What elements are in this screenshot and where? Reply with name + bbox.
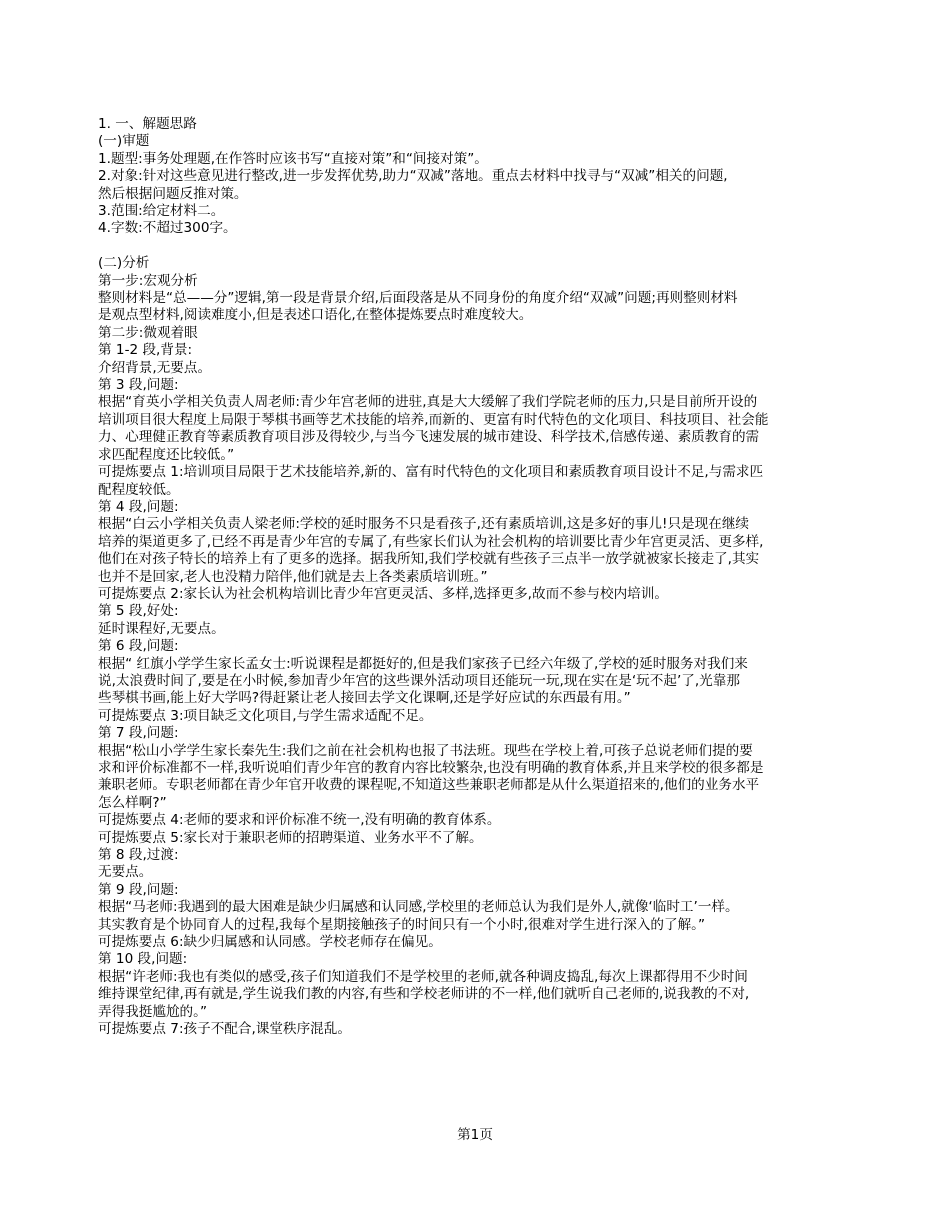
- text-line: 些琴棋书画,能上好大学吗?得赶紧让老人接回去学文化课啊,还是学好应试的东西最有用。”: [98, 690, 631, 707]
- text-line: 4.字数:不超过300字。: [98, 220, 237, 237]
- text-line: 也并不是回家,老人也没精力陪伴,他们就是去上各类素质培训班。”: [98, 568, 488, 585]
- text-line: 第 9 段,问题:: [98, 881, 179, 898]
- text-line: 可提炼要点 4:老师的要求和评价标准不统一,没有明确的教育体系。: [98, 812, 501, 829]
- text-line: 根据“松山小学学生家长秦先生:我们之前在社会机构也报了书法班。现些在学校上着,可孩子总说老师们提的要: [98, 742, 753, 759]
- text-line: 介绍背景,无要点。: [98, 359, 212, 376]
- text-line: 培训项目很大程度上局限于琴棋书画等艺术技能的培养,而新的、更富有时代特色的文化项目、科技项目、社会能: [98, 411, 769, 428]
- text-line: 根据“许老师:我也有类似的感受,孩子们知道我们不是学校里的老师,就各种调皮捣乱,每次上课都得用不少时间: [98, 968, 748, 985]
- text-line: 可提炼要点 3:项目缺乏文化项目,与学生需求适配不足。: [98, 707, 433, 724]
- text-line: 第 7 段,问题:: [98, 725, 179, 742]
- text-line: 求匹配程度还比较低。”: [98, 446, 235, 463]
- text-line: 1.题型:事务处理题,在作答时应该书写“直接对策”和“间接对策”。: [98, 150, 488, 167]
- text-line: 可提炼要点 5:家长对于兼职老师的招聘渠道、业务水平不了解。: [98, 829, 483, 846]
- text-line: 他们在对孩子特长的培养上有了更多的选择。据我所知,我们学校就有些孩子三点半一放学就被家长接走了,其实: [98, 551, 760, 568]
- text-line: 维持课堂纪律,再有就是,学生说我们教的内容,有些和学校老师讲的不一样,他们就听自己老师的,说我教的不对,: [98, 986, 750, 1003]
- text-line: 延时课程好,无要点。: [98, 620, 225, 637]
- text-line: 3.范围:给定材料二。: [98, 203, 225, 220]
- text-line: 弄得我挺尴尬的。”: [98, 1003, 207, 1020]
- page-number: 第1页: [457, 1127, 493, 1143]
- text-line: 根据“ 红旗小学学生家长孟女士:听说课程是都挺好的,但是我们家孩子已经六年级了,学校的延时服务对我们来: [98, 655, 748, 672]
- text-line: (一)审题: [98, 133, 150, 150]
- text-line: 第 6 段,问题:: [98, 638, 179, 655]
- text-line: 第 8 段,过渡:: [98, 847, 179, 864]
- text-line: 根据“马老师:我遇到的最大困难是缺少归属感和认同感,学校里的老师总认为我们是外人,就像‘临时工’一样。: [98, 899, 739, 916]
- text-line: 根据“白云小学相关负责人梁老师:学校的延时服务不只是看孩子,还有素质培训,这是多好的事儿!只是现在继续: [98, 516, 750, 533]
- text-line: 第二步:微观着眼: [98, 324, 198, 341]
- text-line: 第 5 段,好处:: [98, 603, 179, 620]
- text-line: 配程度较低。: [98, 481, 180, 498]
- text-line: 整则材料是“总——分”逻辑,第一段是背景介绍,后面段落是从不同身份的角度介绍“双减”问题;再则整则材料: [98, 290, 738, 307]
- text-line: 然后根据问题反推对策。: [98, 185, 248, 202]
- text-line: 第 10 段,问题:: [98, 951, 188, 968]
- text-line: 第 3 段,问题:: [98, 377, 179, 394]
- text-line: 第 4 段,问题:: [98, 498, 179, 515]
- text-line: 第一步:宏观分析: [98, 272, 198, 289]
- text-line: 是观点型材料,阅读难度小,但是表述口语化,在整体提炼要点时难度较大。: [98, 307, 533, 324]
- text-line: 其实教育是个协同育人的过程,我每个星期接触孩子的时间只有一个小时,很难对学生进行深入的了解。”: [98, 916, 706, 933]
- text-line: 1. 一、解题思路: [98, 116, 197, 132]
- text-line: 培养的渠道更多了,已经不再是青少年宫的专属了,有些家长们认为社会机构的培训要比青少年宫更灵活、更多样,: [98, 533, 764, 550]
- text-line: 力、心理健正教育等素质教育项目涉及得较少,与当今飞速发展的城市建设、科学技术,信感传递、素质教育的需: [98, 429, 760, 446]
- text-line: 可提炼要点 6:缺少归属感和认同感。学校老师存在偏见。: [98, 934, 442, 951]
- blank-line: [98, 238, 858, 255]
- text-line: 可提炼要点 2:家长认为社会机构培训比青少年宫更灵活、多样,选择更多,故而不参与校内培训。: [98, 585, 668, 602]
- document-body: [98, 116, 858, 1039]
- text-line: 2.对象:针对这些意见进行整改,进一步发挥优势,助力“双减”落地。重点去材料中找寻与“双减”相关的问题,: [98, 168, 728, 185]
- text-line: 怎么样啊?”: [98, 794, 167, 811]
- text-line: 无要点。: [98, 864, 153, 881]
- text-line: 兼职老师。专职老师都在青少年官开收费的课程呢,不知道这些兼职老师都是从什么渠道招来的,他们的业务水平: [98, 777, 760, 794]
- text-line: (二)分析: [98, 255, 150, 272]
- text-line: 说,太浪费时间了,要是在小时候,参加青少年宫的这些课外活动项目还能玩一玩,现在实在是‘玩不起’了,光靠那: [98, 672, 740, 689]
- text-line: 可提炼要点 1:培训项目局限于艺术技能培养,新的、富有时代特色的文化项目和素质教育项目设计不足,与需求匹: [98, 464, 764, 481]
- text-line: 求和评价标准都不一样,我听说咱们青少年宫的教育内容比较繁杂,也没有明确的教育体系,并且来学校的很多都是: [98, 760, 764, 777]
- text-line: 第 1-2 段,背景:: [98, 342, 193, 359]
- text-line: 根据“育英小学相关负责人周老师:青少年宫老师的进驻,真是大大缓解了我们学院老师的压力,只是目前所开设的: [98, 394, 758, 411]
- text-line: 可提炼要点 7:孩子不配合,课堂秩序混乱。: [98, 1021, 351, 1038]
